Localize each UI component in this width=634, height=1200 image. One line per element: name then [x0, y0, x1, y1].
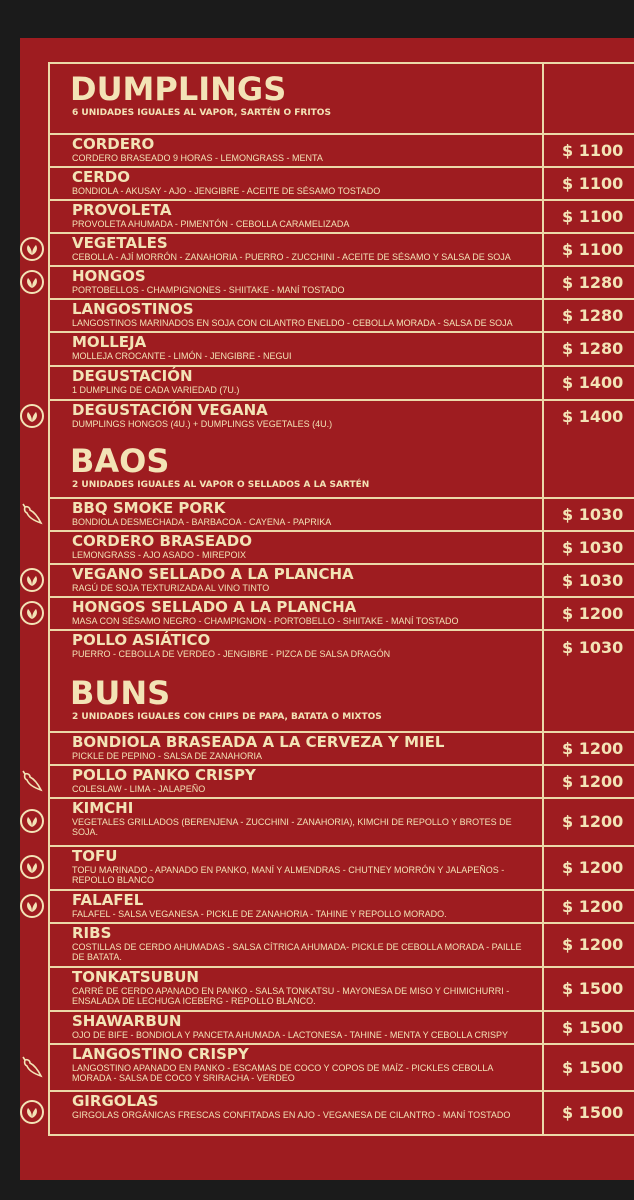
- item-price: $ 1030: [562, 537, 624, 557]
- section-header-separator: [48, 497, 634, 499]
- item-name: TONKATSUBUN: [72, 968, 199, 986]
- item-description: LEMONGRASS - AJO ASADO - MIREPOIX: [72, 550, 247, 560]
- section-title: BUNS: [70, 674, 171, 712]
- vegan-icon: [19, 1099, 45, 1125]
- item-description: FALAFEL - SALSA VEGANESA - PICKLE DE ZANAHORIA - TAHINE Y REPOLLO MORADO.: [72, 909, 447, 919]
- row-separator: [48, 922, 634, 924]
- item-price: $ 1100: [562, 173, 624, 193]
- item-price: $ 1200: [562, 738, 624, 758]
- item-description: MASA CON SÉSAMO NEGRO - CHAMPIGNON - PORTOBELLO - SHIITAKE - MANÍ TOSTADO: [72, 616, 459, 626]
- item-description: LANGOSTINOS MARINADOS EN SOJA CON CILANTRO ENELDO - CEBOLLA MORADA - SALSA DE SOJA: [72, 318, 513, 328]
- item-price: $ 1500: [562, 979, 624, 998]
- item-description: PUERRO - CEBOLLA DE VERDEO - JENGIBRE - PIZCA DE SALSA DRAGÓN: [72, 649, 391, 659]
- item-price: $ 1500: [562, 1057, 624, 1077]
- item-description: CEBOLLA - AJÍ MORRÓN - ZANAHORIA - PUERRO - ZUCCHINI - ACEITE DE SÉSAMO Y SALSA DE SOJA: [72, 252, 511, 262]
- item-price: $ 1280: [562, 272, 624, 292]
- item-name: DEGUSTACIÓN VEGANA: [72, 401, 268, 419]
- section-header-separator: [48, 731, 634, 733]
- vegan-icon: [19, 854, 45, 880]
- item-name: FALAFEL: [72, 891, 144, 909]
- row-separator: [48, 166, 634, 168]
- item-description: PROVOLETA AHUMADA - PIMENTÓN - CEBOLLA CARAMELIZADA: [72, 219, 350, 229]
- section-header-separator: [48, 133, 634, 135]
- frame-left-line: [48, 62, 50, 1134]
- item-price: $ 1200: [562, 896, 624, 916]
- item-name: CERDO: [72, 168, 131, 186]
- item-name: HONGOS SELLADO A LA PLANCHA: [72, 598, 357, 616]
- frame-top-line: [48, 62, 634, 64]
- item-name: VEGETALES: [72, 234, 168, 252]
- item-price: $ 1030: [562, 638, 624, 657]
- vegan-icon: [19, 600, 45, 626]
- item-description: CARRÉ DE CERDO APANADO EN PANKO - SALSA TONKATSU - MAYONESA DE MISO Y CHIMICHURRI - ENSALADA DE LECHUGA ICEBERG - REPOLLO BLANCO.: [72, 986, 510, 1006]
- vegan-icon: [19, 808, 45, 834]
- item-name: MOLLEJA: [72, 333, 147, 351]
- item-price: $ 1030: [562, 570, 624, 590]
- row-separator: [48, 797, 634, 799]
- item-price: $ 1500: [562, 1103, 624, 1122]
- item-name: SHAWARBUN: [72, 1012, 182, 1030]
- item-description: PORTOBELLOS - CHAMPIGNONES - SHIITAKE - MANÍ TOSTADO: [72, 285, 345, 295]
- item-price: $ 1500: [562, 1017, 624, 1037]
- item-name: KIMCHI: [72, 799, 134, 817]
- item-description: VEGETALES GRILLADOS (BERENJENA - ZUCCHINI - ZANAHORIA), KIMCHI DE REPOLLO Y BROTES DE SOJA.: [72, 817, 512, 837]
- item-description: BONDIOLA - AKUSAY - AJO - JENGIBRE - ACEITE DE SÉSAMO TOSTADO: [72, 186, 381, 196]
- vegan-icon: [19, 236, 45, 262]
- item-price: $ 1030: [562, 504, 624, 524]
- vegan-icon: [19, 269, 45, 295]
- chili-icon: [19, 501, 45, 527]
- section-subtitle: 2 UNIDADES IGUALES AL VAPOR O SELLADOS A LA SARTÉN: [72, 480, 370, 490]
- item-name: DEGUSTACIÓN: [72, 367, 193, 385]
- item-price: $ 1280: [562, 339, 624, 358]
- section-title: BAOS: [70, 442, 170, 480]
- item-description: RAGÚ DE SOJA TEXTURIZADA AL VINO TINTO: [72, 583, 270, 593]
- item-name: CORDERO: [72, 135, 155, 153]
- item-name: BBQ SMOKE PORK: [72, 499, 226, 517]
- item-name: HONGOS: [72, 267, 146, 285]
- vegan-icon: [19, 893, 45, 919]
- vegan-icon: [19, 567, 45, 593]
- vegan-icon: [19, 403, 45, 429]
- item-name: POLLO PANKO CRISPY: [72, 766, 256, 784]
- item-description: 1 DUMPLING DE CADA VARIEDAD (7U.): [72, 385, 240, 395]
- item-description: COLESLAW - LIMA - JALAPEÑO: [72, 784, 206, 794]
- item-name: GIRGOLAS: [72, 1092, 159, 1110]
- item-name: POLLO ASIÁTICO: [72, 631, 211, 649]
- item-description: COSTILLAS DE CERDO AHUMADAS - SALSA CÍTRICA AHUMADA- PICKLE DE CEBOLLA MORADA - PAILLE DE BATATA.: [72, 942, 522, 962]
- frame-bottom-line: [48, 1134, 634, 1136]
- item-price: $ 1200: [562, 858, 624, 877]
- item-price: $ 1280: [562, 305, 624, 325]
- item-name: VEGANO SELLADO A LA PLANCHA: [72, 565, 354, 583]
- item-description: MOLLEJA CROCANTE - LIMÓN - JENGIBRE - NEGUI: [72, 351, 292, 361]
- section-subtitle: 2 UNIDADES IGUALES CON CHIPS DE PAPA, BATATA O MIXTOS: [72, 712, 382, 722]
- item-description: OJO DE BIFE - BONDIOLA Y PANCETA AHUMADA - LACTONESA - TAHINE - MENTA Y CEBOLLA CRISPY: [72, 1030, 508, 1040]
- item-description: PICKLE DE PEPINO - SALSA DE ZANAHORIA: [72, 751, 263, 761]
- section-subtitle: 6 UNIDADES IGUALES AL VAPOR, SARTÉN O FRITOS: [72, 108, 331, 118]
- section-title: DUMPLINGS: [70, 70, 287, 108]
- row-separator: [48, 845, 634, 847]
- item-description: TOFU MARINADO - APANADO EN PANKO, MANÍ Y ALMENDRAS - CHUTNEY MORRÓN Y JALAPEÑOS - REPOLLO BLANCO: [72, 865, 505, 885]
- item-name: LANGOSTINO CRISPY: [72, 1045, 249, 1063]
- item-name: RIBS: [72, 924, 112, 942]
- item-description: CORDERO BRASEADO 9 HORAS - LEMONGRASS - MENTA: [72, 153, 323, 163]
- item-price: $ 1100: [562, 140, 624, 160]
- item-name: BONDIOLA BRASEADA A LA CERVEZA Y MIEL: [72, 733, 445, 751]
- item-description: LANGOSTINO APANADO EN PANKO - ESCAMAS DE COCO Y COPOS DE MAÍZ - PICKLES CEBOLLA MORADA - SALSA DE COCO Y SRIRACHA - VERDEO: [72, 1063, 493, 1083]
- item-price: $ 1200: [562, 603, 624, 623]
- item-name: CORDERO BRASEADO: [72, 532, 252, 550]
- chili-icon: [19, 768, 45, 794]
- item-description: DUMPLINGS HONGOS (4U.) + DUMPLINGS VEGETALES (4U.): [72, 419, 333, 429]
- frame-price-divider: [542, 62, 544, 1134]
- item-description: BONDIOLA DESMECHADA - BARBACOA - CAYENA - PAPRIKA: [72, 517, 332, 527]
- item-price: $ 1400: [562, 407, 624, 426]
- top-dark-bar: [0, 0, 634, 38]
- item-price: $ 1100: [562, 239, 624, 259]
- item-name: PROVOLETA: [72, 201, 172, 219]
- item-description: GIRGOLAS ORGÁNICAS FRESCAS CONFITADAS EN AJO - VEGANESA DE CILANTRO - MANÍ TOSTADO: [72, 1110, 511, 1120]
- item-price: $ 1400: [562, 373, 624, 392]
- bottom-dark-bar: [0, 1180, 634, 1200]
- item-price: $ 1200: [562, 935, 624, 954]
- item-price: $ 1200: [562, 771, 624, 791]
- item-name: TOFU: [72, 847, 118, 865]
- item-price: $ 1100: [562, 206, 624, 226]
- chili-icon: [19, 1054, 45, 1080]
- item-price: $ 1200: [562, 812, 624, 831]
- item-name: LANGOSTINOS: [72, 300, 194, 318]
